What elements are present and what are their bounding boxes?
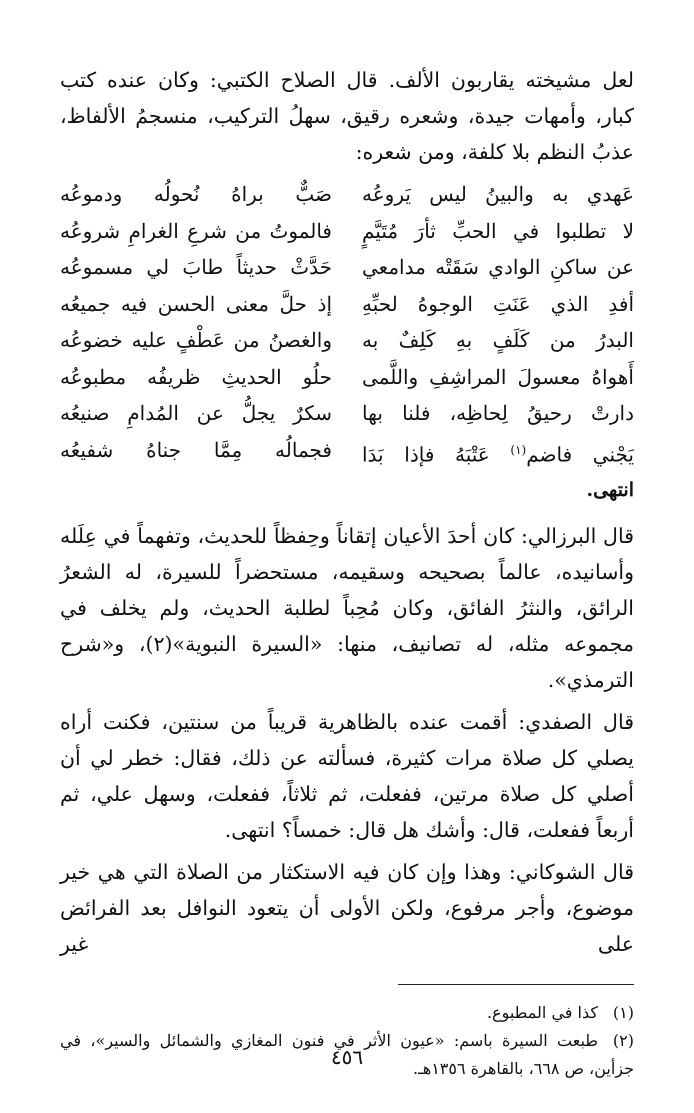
verse-first-hemistich: دارتْ رحيقُ لِحاظِه، فلنا بها (362, 401, 634, 425)
poem (60, 176, 634, 468)
verse-first-hemistich: أفدِ الذي عَنَتِ الوجوهُ لحبِّهِ (362, 291, 634, 316)
body-paragraph: قال الصفدي: أقمت عنده بالظاهرية قريباً من سنتين، فكنت أراه يصلي كل صلاة مرات كثيرة، فسألته عن ذلك، فقال: خطر لي أن أصلي كل صلاة مرتين، ففعلت، ثم ثلاثاً، ففعلت، وسهل علي، ثم أربعاً ففعلت، قال: وأشك هل قال: خمساً؟ انتهى. (60, 710, 634, 842)
verse-first-hemistich: أَهواهُ معسولَ المراشِفِ واللَّمى (362, 364, 634, 389)
footnote-separator (398, 984, 634, 985)
poem-right-column (362, 176, 634, 468)
verse-second-hemistich: حلُو الحديثِ ظريفُه مطبوعُه (60, 364, 332, 389)
verse-second-hemistich: والغصنُ من عَطْفٍ عليه خضوعُه (60, 328, 332, 352)
footnote-number: (١) (612, 1003, 634, 1022)
book-page (60, 62, 634, 1078)
footnote-text: كذا في المطبوع. (486, 1003, 598, 1022)
verse-second-hemistich: حَدَّثْ حديثاً طابَ لي مسموعُه (60, 255, 332, 279)
verse-first-hemistich: عن ساكنِ الوادي سَقَتْه مدامعي (362, 255, 634, 279)
footnote-marker: (١) (510, 442, 527, 457)
verse-second-hemistich: سكرٌ يجلُّ عن المُدامِ صنيعُه (60, 401, 332, 425)
body-paragraph: قال الشوكاني: وهذا وإن كان فيه الاستكثار من الصلاة التي هي خير موضوع، وأجر مرفوع، ولكن الأولى أن يتعود النوافل بعد الفرائض على غير (60, 860, 634, 956)
verse-second-hemistich: فجمالُه مِمَّا جناهُ شفيعُه (60, 437, 332, 462)
body-paragraph: قال البرزالي: كان أحدَ الأعيان إتقاناً وحِفظاً للحديث، وتفهماً في عِلَله وأسانيده، عالماً بصحيحه وسقيمه، مستحضراً للسيرة، له الشعرُ الرائق، والنثرُ الفائق، وكان مُحِباً لطلبة الحديث، ولم يخلف في مجموعه مثله، له تصانيف، منها: «السيرة النبوية»(٢)، و«شرح الترمذي». (60, 524, 634, 692)
footnote (60, 999, 634, 1027)
verse-first-hemistich: البدرُ من كَلَفٍ بهِ كَلِفٌ به (362, 328, 634, 352)
verse-first-hemistich: يَجْني فاضم$^{(١)}$ عَتْبَهُ فإذا بَدَا (362, 442, 634, 467)
intro-paragraph: لعل مشيخته يقاربون الألف. قال الصلاح الكتبي: وكان عنده كتب كبار، وأمهات جيدة، وشعره رقيق، سهلُ التركيب، منسجمُ الألفاظ، عذبُ النظم بلا كلفة، ومن شعره: (60, 68, 634, 164)
ending-mark: انتهى. (586, 479, 634, 501)
verse-second-hemistich: إذ حلَّ معنى الحسن فيه جميعُه (60, 291, 332, 316)
verse-first-hemistich: لا تطلبوا في الحبِّ ثأرَ مُتَيَّمٍ (362, 218, 634, 243)
poem-left-column (60, 176, 332, 468)
verse-second-hemistich: صَبٌّ براهُ نُحولُه ودموعُه (60, 182, 332, 206)
page-number: ٤٥٦ (330, 1045, 364, 1069)
verse-second-hemistich: فالموتُ من شرعِ الغرامِ شروعُه (60, 218, 332, 243)
verse-first-hemistich: عَهدي به والبينُ ليس يَروعُه (362, 182, 634, 206)
footnote-number: (٢) (612, 1031, 634, 1050)
footnote-text: طبعت السيرة باسم: «عيون الأثر في فنون المغازي والشمائل والسير»، في جزأين، ص ٦٦٨، بالقاهرة ١٣٥٦هـ. (60, 1031, 634, 1078)
